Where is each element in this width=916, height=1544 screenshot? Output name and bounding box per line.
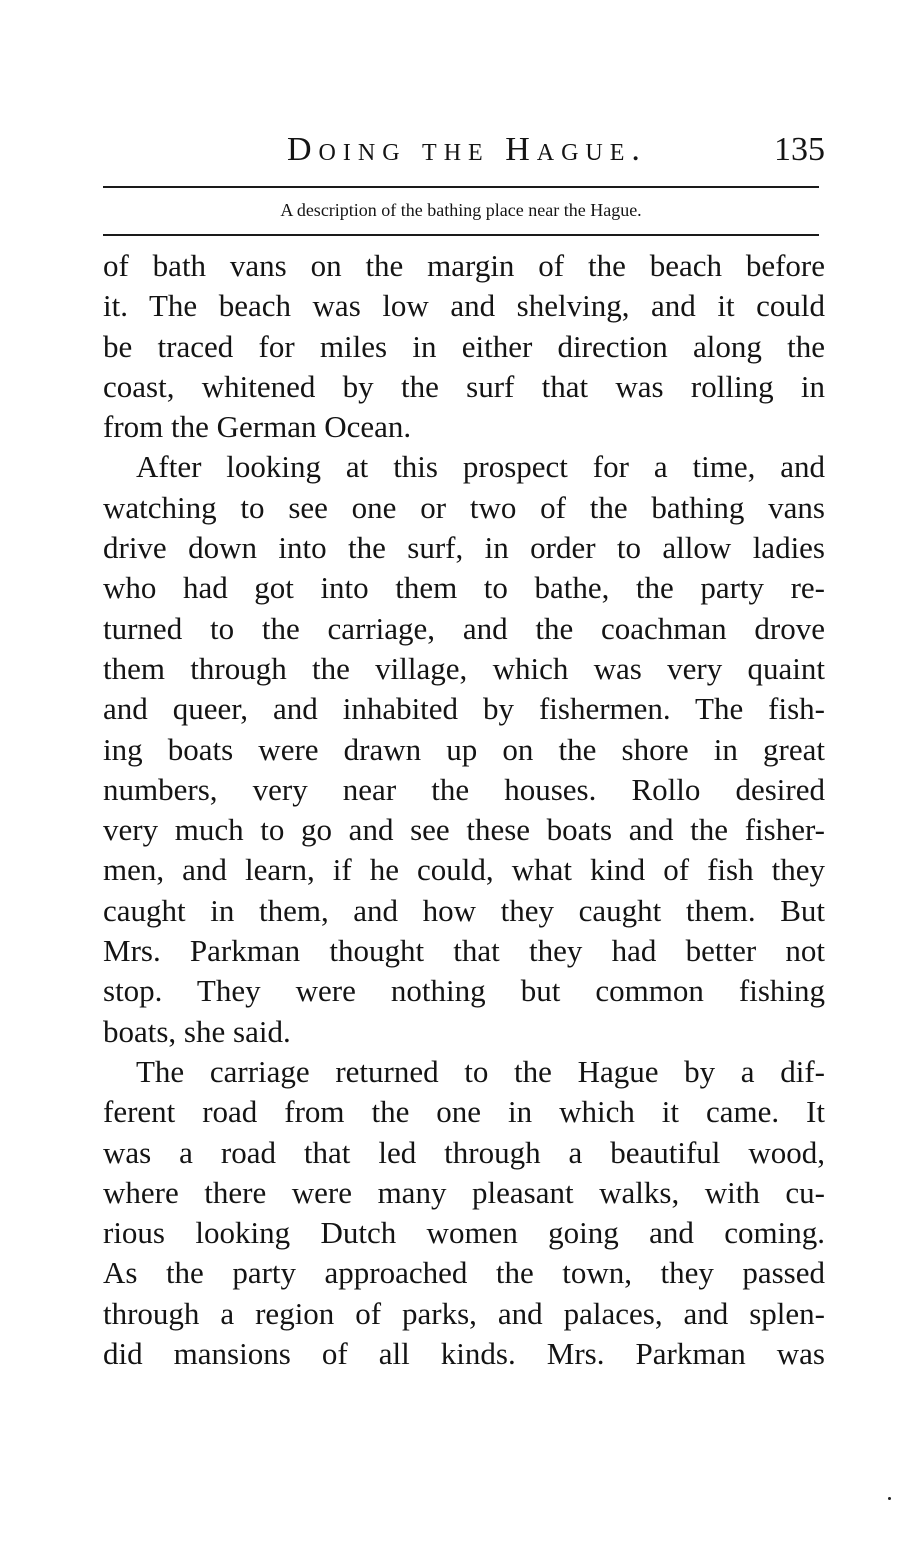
text-line: it. The beach was low and shelving, and it could — [103, 288, 825, 324]
text-line: was a road that led through a beautiful wood, — [103, 1134, 825, 1170]
text-line: boats, she said. — [103, 1013, 291, 1049]
text-line: After looking at this prospect for a time, and — [136, 449, 825, 485]
text-line: where there were many pleasant walks, with cu- — [103, 1174, 825, 1210]
text-line: through a region of parks, and palaces, and splen- — [103, 1295, 825, 1331]
text-line: rious looking Dutch women going and coming. — [103, 1215, 825, 1251]
header-rule-bottom — [103, 234, 819, 236]
text-line: numbers, very near the houses. Rollo desired — [103, 771, 825, 807]
text-line: ferent road from the one in which it came. It — [103, 1094, 825, 1130]
text-line: be traced for miles in either direction along the — [103, 328, 825, 364]
text-line: drive down into the surf, in order to allow ladies — [103, 530, 825, 566]
text-line: very much to go and see these boats and the fisher- — [103, 812, 825, 848]
text-line: stop. They were nothing but common fishing — [103, 973, 825, 1009]
page-number: 135 — [774, 131, 825, 168]
text-line: ing boats were drawn up on the shore in great — [103, 731, 825, 767]
text-line: As the party approached the town, they passed — [103, 1255, 825, 1291]
text-line: men, and learn, if he could, what kind of fish they — [103, 852, 825, 888]
text-line: from the German Ocean. — [103, 409, 412, 445]
running-head — [103, 128, 825, 172]
running-title: Doing the Hague. — [287, 131, 647, 168]
text-line: caught in them, and how they caught them. But — [103, 892, 825, 928]
body-text — [103, 246, 825, 1374]
text-line: and queer, and inhabited by fishermen. The fish- — [103, 691, 825, 727]
text-line: who had got into them to bathe, the party re- — [103, 570, 825, 606]
ink-speck — [888, 1497, 891, 1500]
text-line: The carriage returned to the Hague by a dif- — [136, 1053, 825, 1089]
text-line: coast, whitened by the surf that was rolling in — [103, 368, 825, 404]
text-line: them through the village, which was very quaint — [103, 650, 825, 686]
text-line: turned to the carriage, and the coachman drove — [103, 610, 825, 646]
text-line: watching to see one or two of the bathing vans — [103, 489, 825, 525]
text-line: Mrs. Parkman thought that they had better not — [103, 933, 825, 969]
text-line: did mansions of all kinds. Mrs. Parkman was — [103, 1336, 825, 1372]
header-rule-top — [103, 186, 819, 188]
text-line: of bath vans on the margin of the beach before — [103, 248, 825, 283]
chapter-subhead: A description of the bathing place near the Hague. — [280, 200, 642, 220]
